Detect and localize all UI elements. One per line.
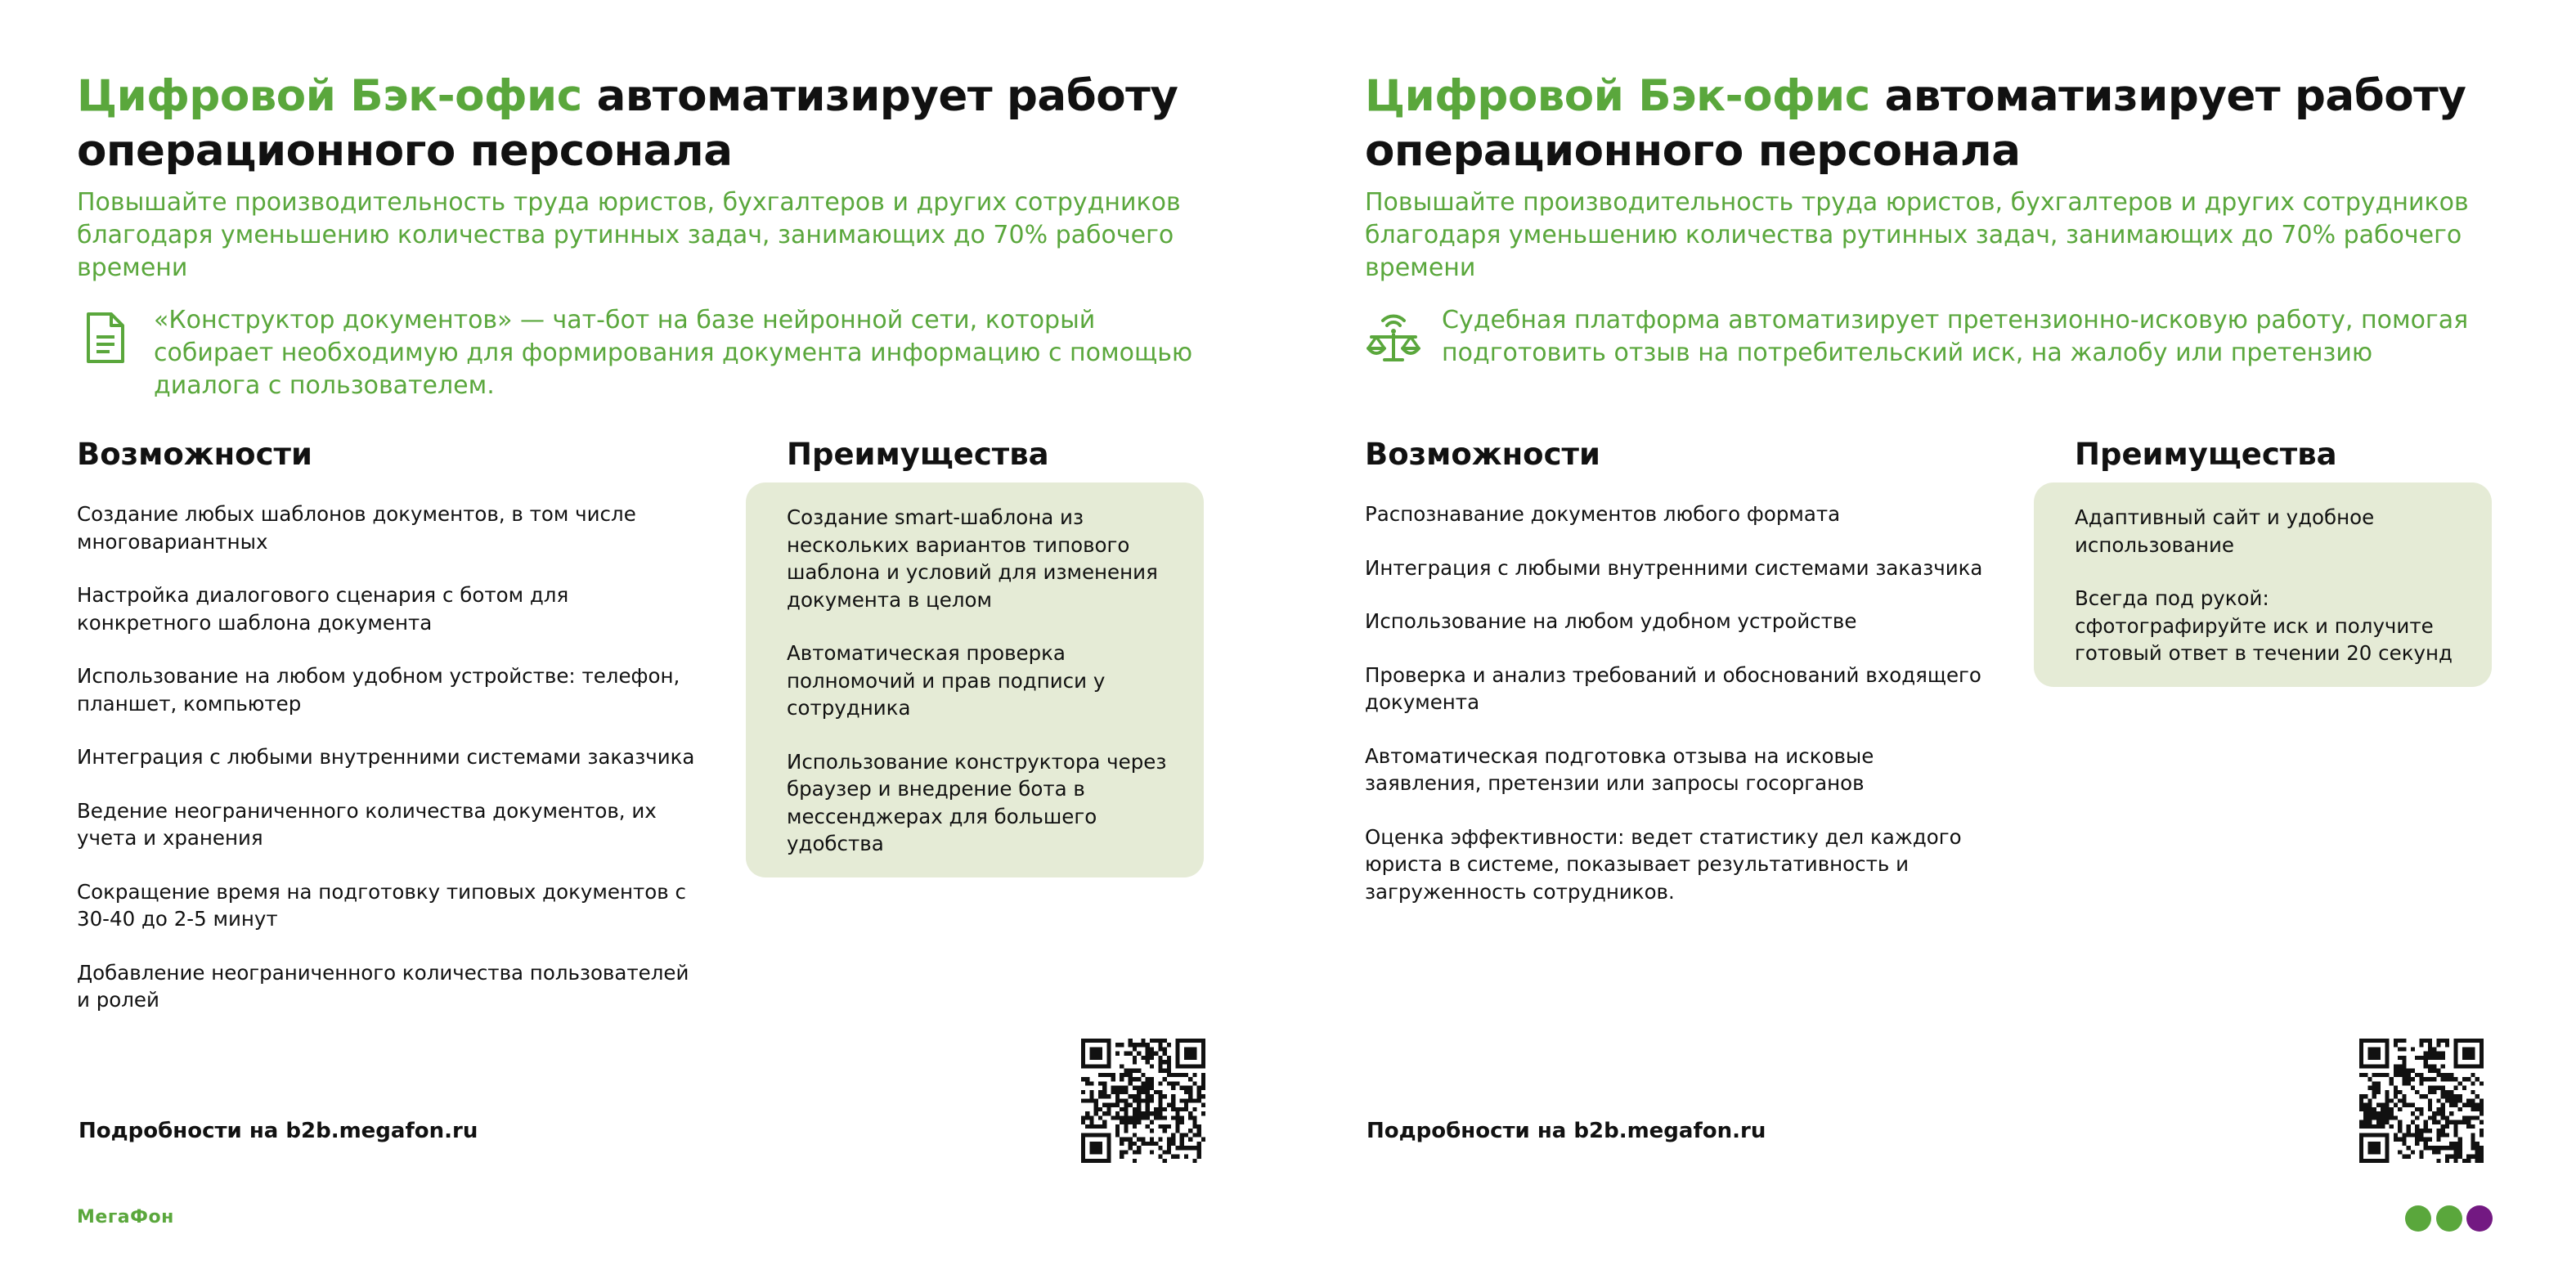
list-item: Создание любых шаблонов документов, в том числе многовариантных <box>77 502 636 554</box>
feature-text: «Конструктор документов» — чат-бот на базе нейронной сети, который собирает необходимую для формирования документа информацию с помощью диалога с пользователем. <box>154 306 1193 400</box>
page-title <box>77 69 1205 178</box>
capabilities-heading: Возможности <box>77 437 312 472</box>
advantages-heading: Преимущества <box>787 437 1049 472</box>
page-title <box>1365 69 2493 178</box>
megafon-logo: МегаФон <box>77 1207 174 1227</box>
feature-text: Судебная платформа автоматизирует претензионно-исковую работу, помогая подготовить отзыв на потребительский иск, на жалобу или претензию <box>1442 306 2469 367</box>
right-page <box>1288 0 2576 1288</box>
list-item: Всегда под рукой: сфотографируйте иск и получите готовый ответ в течении 20 секунд <box>2075 586 2453 665</box>
list-item: Настройка диалогового сценария с ботом для конкретного шаблона документа <box>77 583 569 635</box>
advantages-panel <box>746 482 1204 877</box>
advantages-panel <box>2034 482 2492 687</box>
capabilities-heading: Возможности <box>1365 437 1600 472</box>
advantages-list <box>787 504 1171 858</box>
capabilities-list <box>77 500 698 1040</box>
list-item: Интеграция с любыми внутренними системами заказчика <box>1365 555 1983 580</box>
list-item: Использование на любом удобном устройстве <box>1365 609 1857 633</box>
subtitle: Повышайте производительность труда юристов, бухгалтеров и других сотрудников благодаря уменьшению количества рутинных задач, занимающих до 70% рабочего времени <box>77 188 1181 282</box>
title-accent: Цифровой Бэк-офис <box>77 71 582 121</box>
title-rest: автоматизирует работу операционного персонала <box>1365 71 2466 176</box>
more-info-link[interactable]: Подробности на b2b.megafon.ru <box>1367 1119 1766 1143</box>
more-info-link[interactable]: Подробности на b2b.megafon.ru <box>79 1119 478 1143</box>
subtitle: Повышайте производительность труда юристов, бухгалтеров и других сотрудников благодаря уменьшению количества рутинных задач, занимающих до 70% рабочего времени <box>1365 188 2469 282</box>
qr-code-icon[interactable] <box>2359 1039 2484 1163</box>
qr-code-icon[interactable] <box>1081 1039 1205 1163</box>
list-item: Адаптивный сайт и удобное использование <box>2075 505 2375 557</box>
list-item: Добавление неограниченного количества пользователей и ролей <box>77 960 689 1012</box>
list-item: Использование на любом удобном устройстве: телефон, планшет, компьютер <box>77 664 680 716</box>
advantages-heading: Преимущества <box>2075 437 2337 472</box>
list-item: Автоматическая проверка полномочий и прав подписи у сотрудника <box>787 641 1106 720</box>
list-item: Создание smart-шаблона из нескольких вариантов типового шаблона и условий для изменения документа в целом <box>787 505 1158 612</box>
capabilities-list <box>1365 500 1986 931</box>
scales-icon <box>1365 309 1422 366</box>
document-icon <box>77 309 134 366</box>
title-rest: автоматизирует работу операционного персонала <box>77 71 1178 176</box>
list-item: Автоматическая подготовка отзыва на исковые заявления, претензии или запросы госорганов <box>1365 743 1874 795</box>
title-accent: Цифровой Бэк-офис <box>1365 71 1870 121</box>
brand-dots-icon <box>2404 1202 2494 1235</box>
advantages-list <box>2075 504 2459 667</box>
list-item: Распознавание документов любого формата <box>1365 502 1841 526</box>
list-item: Сокращение время на подготовку типовых документов с 30-40 до 2-5 минут <box>77 879 686 931</box>
list-item: Проверка и анализ требований и обоснований входящего документа <box>1365 662 1981 714</box>
list-item: Использование конструктора через браузер и внедрение бота в мессенджерах для большего удобства <box>787 749 1167 855</box>
list-item: Интеграция с любыми внутренними системами заказчика <box>77 745 695 769</box>
list-item: Оценка эффективности: ведет статистику дел каждого юриста в системе, показывает результативность и загруженность сотрудников. <box>1365 824 1962 904</box>
list-item: Ведение неограниченного количества документов, их учета и хранения <box>77 798 657 850</box>
